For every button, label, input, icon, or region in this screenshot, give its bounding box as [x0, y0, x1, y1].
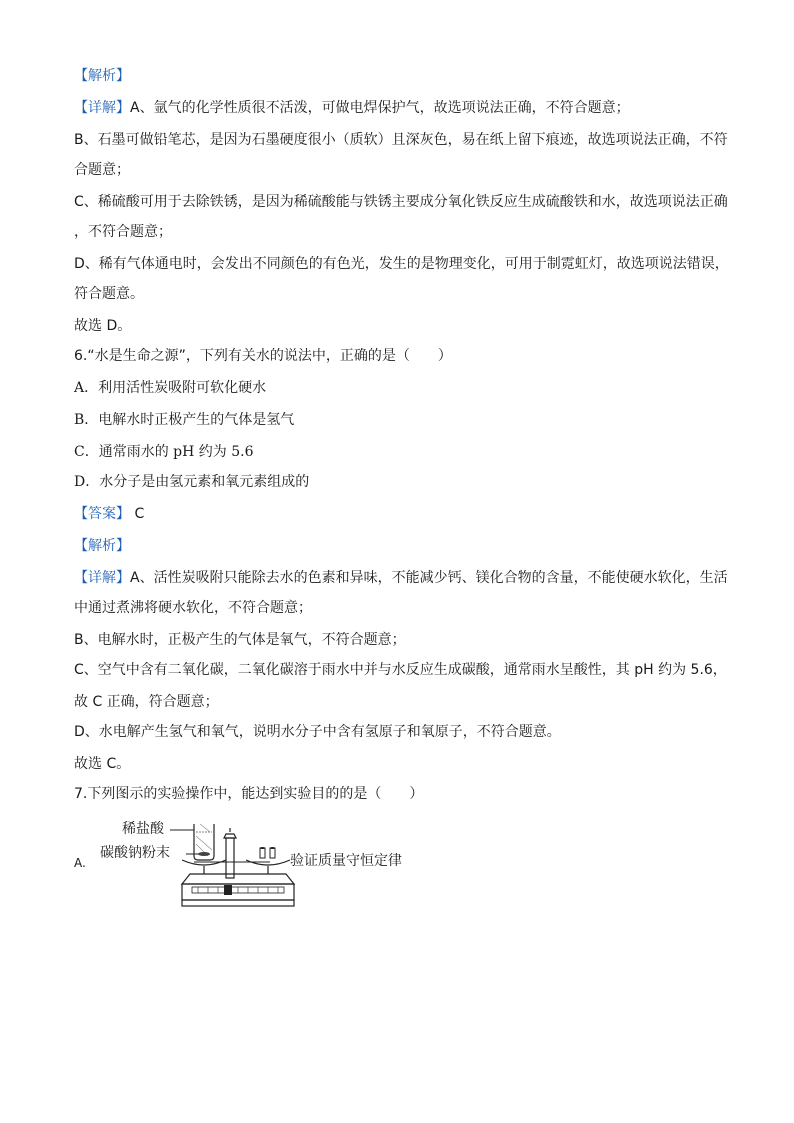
q6-option-b: B．电解水时正极产生的气体是氢气 [74, 412, 295, 428]
q6-detail-b: B、电解水时，正极产生的气体是氧气，不符合题意； [74, 632, 406, 648]
q6-detail-c-line1: C、空气中含有二氧化碳，二氧化碳溶于雨水中并与水反应生成碳酸，通常雨水呈酸性，其 pH 约为 5.6， [74, 662, 727, 678]
q5-detail-a: 【详解】A、氩气的化学性质很不活泼，可做电焊保护气，故选项说法正确，不符合题意； [74, 100, 630, 116]
q5-detail-c-line2: ，不符合题意； [74, 224, 172, 240]
label-sodium-carbonate: 碳酸钠粉末 [100, 845, 170, 861]
q6-analysis-heading: 【解析】 [74, 538, 130, 554]
label-dilute-hcl: 稀盐酸 [122, 821, 164, 837]
q6-detail-a-line1: 【详解】A、活性炭吸附只能除去水的色素和异味，不能减少钙、镁化合物的含量，不能使硬水软化，生活 [74, 570, 728, 586]
q6-detail-c-line2: 故 C 正确，符合题意； [74, 694, 219, 710]
analysis-heading: 【解析】 [74, 68, 130, 84]
q6-option-a: A．利用活性炭吸附可软化硬水 [74, 380, 267, 396]
balance-apparatus-icon [74, 818, 434, 914]
q7-stem: 7.下列图示的实验操作中，能达到实验目的的是（ ） [74, 786, 424, 802]
q7-option-a-letter: A. [74, 856, 86, 870]
q6-stem: 6.“水是生命之源”，下列有关水的说法中，正确的是（ ） [74, 348, 452, 364]
q7-option-a-diagram [74, 818, 434, 914]
q6-option-d: D．水分子是由氢元素和氧元素组成的 [74, 474, 310, 490]
q5-detail-b-line2: 合题意； [74, 162, 130, 178]
q5-detail-d-line2: 符合题意。 [74, 286, 144, 302]
q6-conclusion: 故选 C。 [74, 756, 131, 772]
q6-answer: 【答案】 C [74, 506, 145, 522]
q6-option-c: C．通常雨水的 pH 约为 5.6 [74, 444, 254, 460]
q5-detail-d-line1: D、稀有气体通电时，会发出不同颜色的有色光，发生的是物理变化，可用于制霓虹灯，故选项说法错误， [74, 256, 729, 272]
q5-conclusion: 故选 D。 [74, 318, 132, 334]
q6-detail-d: D、水电解产生氢气和氧气，说明水分子中含有氢原子和氧原子，不符合题意。 [74, 724, 561, 740]
q5-detail-b-line1: B、石墨可做铅笔芯，是因为石墨硬度很小（质软）且深灰色，易在纸上留下痕迹，故选项说法正确，不符 [74, 132, 728, 148]
q6-detail-a-line2: 中通过煮沸将硬水软化，不符合题意； [74, 600, 312, 616]
q5-detail-c-line1: C、稀硫酸可用于去除铁锈，是因为稀硫酸能与铁锈主要成分氧化铁反应生成硫酸铁和水，故选项说法正确 [74, 194, 728, 210]
label-caption: 验证质量守恒定律 [290, 853, 402, 869]
